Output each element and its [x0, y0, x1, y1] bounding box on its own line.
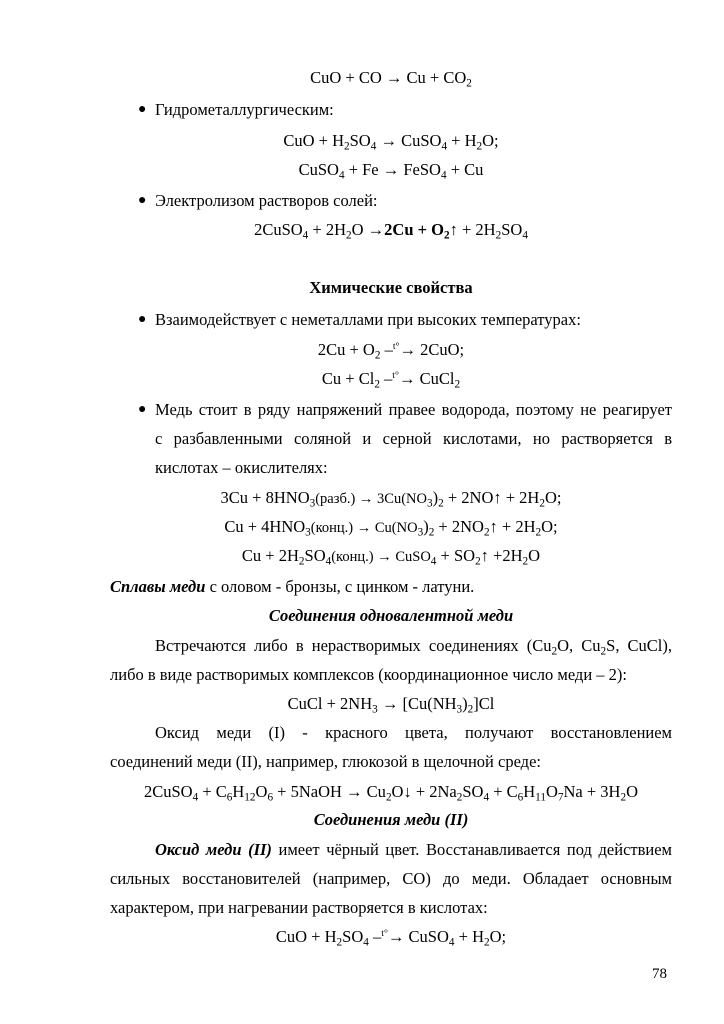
paragraph-line: сильных восстановителей (например, CO) до меди. Обладает основным — [110, 869, 672, 888]
paragraph-line: Встречаются либо в нерастворимых соединениях ($Cu_2O$, $Cu_2S$, CuCl), — [155, 636, 673, 658]
section-heading-divalent-copper: Соединения меди (II) — [313, 810, 469, 829]
bullet-icon: ● — [138, 402, 147, 417]
paragraph-line: характером, при нагревании растворяется в кислотах: — [110, 898, 488, 917]
equation-cuo-co: CuO + CO → $Cu + CO_2$ — [310, 68, 472, 90]
paragraph-line: кислотах – окислителях: — [155, 458, 328, 477]
section-heading-monovalent-copper: Соединения одновалентной меди — [268, 606, 514, 625]
paragraph-line: Оксид меди (I) - красного цвета, получают восстановлением — [155, 723, 672, 742]
equation-electrolysis: 2CuSO$_4$ + $2H_2O \to 2Cu$ + $O_2↑ + 2H_2SO_4$ — [254, 220, 528, 242]
paragraph-alloys: Сплавы меди с оловом - бронзы, с цинком - латуни. — [110, 577, 475, 596]
paragraph-line: Медь стоит в ряду напряжений правее водорода, поэтому не реагирует — [155, 400, 672, 419]
equation-cu-o2: $2Cu + O_2$ –$^{t^\circ}$→ 2CuO; — [317, 340, 465, 362]
equation-hno3-dilute: $3Cu + 8HNO_3(разб.) \to 3Cu(NO_3)_2$ + 2NO↑ + $2H_2O$; — [220, 488, 562, 510]
equation-cucl-nh3: CuCl + $2NH_3 \to [Cu(NH_3)_2]Cl$ — [287, 694, 495, 716]
equation-cuo-h2so4-heat: CuO + $H_2SO_4$ –$^{t^\circ}$→ CuSO$_4$ + $H_2O$; — [275, 927, 507, 949]
bullet-icon: ● — [138, 102, 147, 117]
paragraph-line: Оксид меди (II) имеет чёрный цвет. Восстанавливается под действием — [155, 840, 672, 859]
equation-cuo-h2so4: CuO + $H_2SO_4$ → CuSO$_4$ + $H_2O$; — [283, 131, 499, 153]
paragraph-line: с разбавленными соляной и серной кислотами, но растворяется в — [155, 429, 672, 448]
equation-h2so4-concentrated: $Cu + 2H_2SO_4(конц.)$ → CuSO$_4$ + $SO_2↑ +2H_2O$ — [241, 546, 541, 568]
bullet-icon: ● — [138, 312, 147, 327]
equation-cu-cl2: $Cu + Cl_2$ –$^{t^\circ}$→ CuCl$_2$ — [321, 369, 461, 391]
document-page: CuO + CO → $Cu + CO_2$ ● Гидрометаллургическим: CuO + $H_2SO_4$ → CuSO$_4$ + $H_2O$; CuSO$_4$ + Fe → FeSO$_4$ + Cu ● Электролизом растворов солей: 2CuSO$_4$ + $2H_2O \to 2Cu$ + $O_2↑ + 2H_2SO_4$ Химические свойства ● Взаимодействует с неметаллами при высоких температурах: $2Cu + O_2$ –$^{t^\circ}$→ 2CuO; $Cu + Cl_2$ –$^{t^\circ}$→ CuCl$_2$ ● Медь стоит в ряду напряжений правее водорода, поэтому не реагирует с разбавленными соляной и серной кислотами, но растворяется в кислотах – окислителях: $3Cu + 8HNO_3(разб.) \to 3Cu(NO_3)_2$ + 2NO↑ + $2H_2O$; $Cu + 4HNO_3(конц.) \to Cu(NO_3)_2$ + $2NO_2↑ + 2H_2O$; $Cu + 2H_2SO_4(конц.)$ → CuSO$_4$ + $SO_2↑ +2H_2O$ Сплавы меди с оловом - бронзы, с цинком - латуни. Соединения одновалентной меди Встречаются либо в нерастворимых соединениях ($Cu_2O$, $Cu_2S$, CuCl), либо в виде растворимых комплексов (координационное число меди – 2): CuCl + $2NH_3 \to [Cu(NH_3)_2]Cl$ Оксид меди (I) - красного цвета, получают восстановлением соединений меди (II), например, глюкозой в щелочной среде: 2CuSO$_4$ + $C_6H_{12}O_6$ + 5NaOH → $Cu_2O↓ + 2Na_2SO_4 + C_6H_{11}O_7Na + 3H_2O$ Соединения меди (II) Оксид меди (II) имеет чёрный цвет. Восстанавливается под действием сильных восстановителей (например, CO) до меди. Обладает основным характером, при нагревании растворяется в кислотах: CuO + $H_2SO_4$ –$^{t^\circ}$→ CuSO$_4$ + $H_2O$; 78 — [110, 68, 673, 982]
equation-hno3-concentrated: $Cu + 4HNO_3(конц.) \to Cu(NO_3)_2$ + $2NO_2↑ + 2H_2O$; — [224, 517, 558, 539]
section-heading-chemical-properties: Химические свойства — [309, 278, 473, 297]
equation-glucose-reduction: 2CuSO$_4$ + $C_6H_{12}O_6$ + 5NaOH → $Cu_2O↓ + 2Na_2SO_4 + C_6H_{11}O_7Na + 3H_2O$ — [143, 782, 639, 804]
paragraph-line: соединений меди (II), например, глюкозой в щелочной среде: — [110, 752, 541, 771]
paragraph-line: либо в виде растворимых комплексов (координационное число меди – 2): — [110, 665, 627, 684]
page-number: 78 — [652, 966, 667, 982]
equation-cuso4-fe: CuSO$_4$ + Fe → FeSO$_4$ + Cu — [298, 160, 484, 182]
bullet-icon: ● — [138, 193, 147, 208]
